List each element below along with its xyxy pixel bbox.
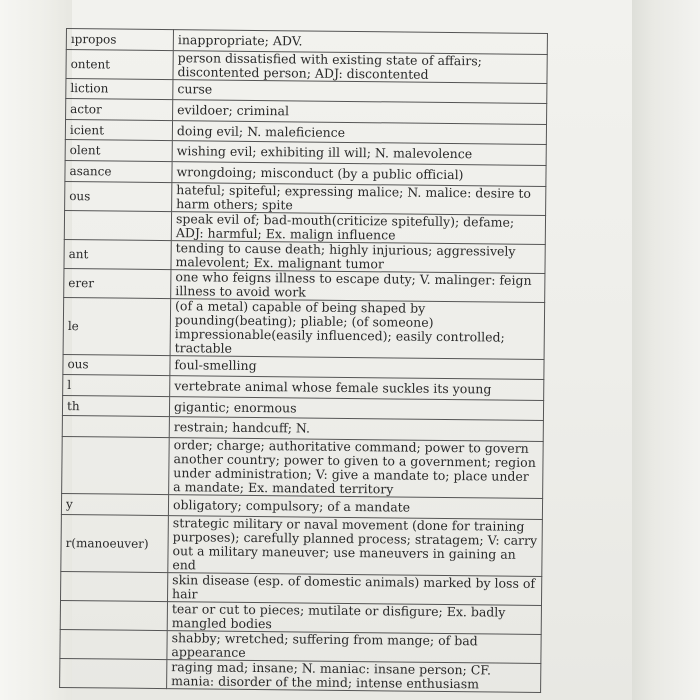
definition-cell: wishing evil; exhibiting ill will; N. malevolence bbox=[172, 141, 546, 166]
word-cell bbox=[60, 658, 167, 688]
definition-cell: curse bbox=[173, 79, 547, 104]
definition-cell: order; charge; authoritative command; power to govern another country; power to given to a government; region under administration; V: give a mandate to; place under a mandate; Ex. mandated territory bbox=[169, 438, 544, 499]
table-row bbox=[60, 658, 541, 692]
word-cell: ant bbox=[64, 239, 171, 269]
definition-cell: doing evil; N. maleficience bbox=[172, 120, 546, 145]
word-cell: ıpropos bbox=[66, 29, 173, 51]
definition-cell: speak evil of; bad-mouth(criticize spitefully); defame; ADJ: harmful; Ex. malign influence bbox=[171, 211, 545, 244]
definition-cell: shabby; wretched; suffering from mange; of bad appearance bbox=[167, 630, 541, 663]
definition-cell: skin disease (esp. of domestic animals) marked by loss of hair bbox=[168, 572, 542, 605]
word-cell: asance bbox=[65, 160, 172, 182]
word-cell bbox=[64, 210, 171, 240]
book-page bbox=[65, 0, 632, 700]
vocabulary-sheet bbox=[59, 28, 548, 693]
word-cell: ontent bbox=[66, 49, 173, 79]
definition-cell: vertebrate animal whose female suckles its young bbox=[170, 376, 544, 401]
word-cell: r(manoeuver) bbox=[61, 514, 169, 572]
definition-cell: hateful; spiteful; expressing malice; N. malice: desire to harm others; spite bbox=[172, 182, 546, 215]
word-cell bbox=[60, 629, 167, 659]
definition-cell: foul-smelling bbox=[170, 355, 544, 380]
definition-cell: one who feigns illness to escape duty; V. malinger: feign illness to avoid work bbox=[171, 269, 545, 302]
word-cell bbox=[62, 436, 170, 494]
word-cell: olent bbox=[65, 140, 172, 162]
definition-cell: tending to cause death; highly injurious; aggressively malevolent; Ex. malignant tumor bbox=[171, 240, 545, 273]
word-cell bbox=[60, 600, 167, 630]
definition-cell: person dissatisfied with existing state of affairs; discontented person; ADJ: discontented bbox=[173, 50, 547, 83]
word-cell: icient bbox=[65, 119, 172, 141]
definition-cell: strategic military or naval movement (done for training purposes); carefully planned process; stratagem; V: carry out a military maneuver; use maneuvers in gaining an end bbox=[168, 515, 543, 576]
word-cell: l bbox=[63, 375, 170, 397]
vocabulary-table bbox=[59, 28, 548, 693]
definition-cell: inappropriate; ADV. bbox=[173, 30, 547, 55]
definition-cell: wrongdoing; misconduct (by a public official) bbox=[172, 162, 546, 187]
word-cell: ous bbox=[65, 181, 172, 211]
table-row bbox=[61, 514, 543, 576]
word-cell: y bbox=[61, 493, 168, 515]
word-cell: ous bbox=[63, 354, 170, 376]
definition-cell: restrain; handcuff; N. bbox=[169, 417, 543, 442]
definition-cell: gigantic; enormous bbox=[169, 396, 543, 421]
word-cell bbox=[61, 571, 168, 601]
background-right bbox=[632, 0, 700, 700]
word-cell: le bbox=[63, 297, 171, 355]
word-cell: liction bbox=[66, 78, 173, 100]
vocabulary-table-body bbox=[60, 29, 548, 693]
table-row bbox=[62, 436, 544, 498]
word-cell: th bbox=[62, 395, 169, 417]
table-row bbox=[63, 297, 545, 359]
definition-cell: tear or cut to pieces; mutilate or disfigure; Ex. badly mangled bodies bbox=[167, 601, 541, 634]
definition-cell: obligatory; compulsory; of a mandate bbox=[168, 495, 542, 520]
word-cell: erer bbox=[64, 268, 171, 298]
word-cell: actor bbox=[66, 99, 173, 121]
definition-cell: (of a metal) capable of being shaped by pounding(beating); pliable; (of someone) impressionable(easily influenced); easily controlled; tractable bbox=[170, 298, 545, 359]
definition-cell: raging mad; insane; N. maniac: insane person; CF. mania: disorder of the mind; intense enthusiasm bbox=[167, 659, 541, 692]
word-cell bbox=[62, 416, 169, 438]
definition-cell: evildoer; criminal bbox=[173, 100, 547, 125]
